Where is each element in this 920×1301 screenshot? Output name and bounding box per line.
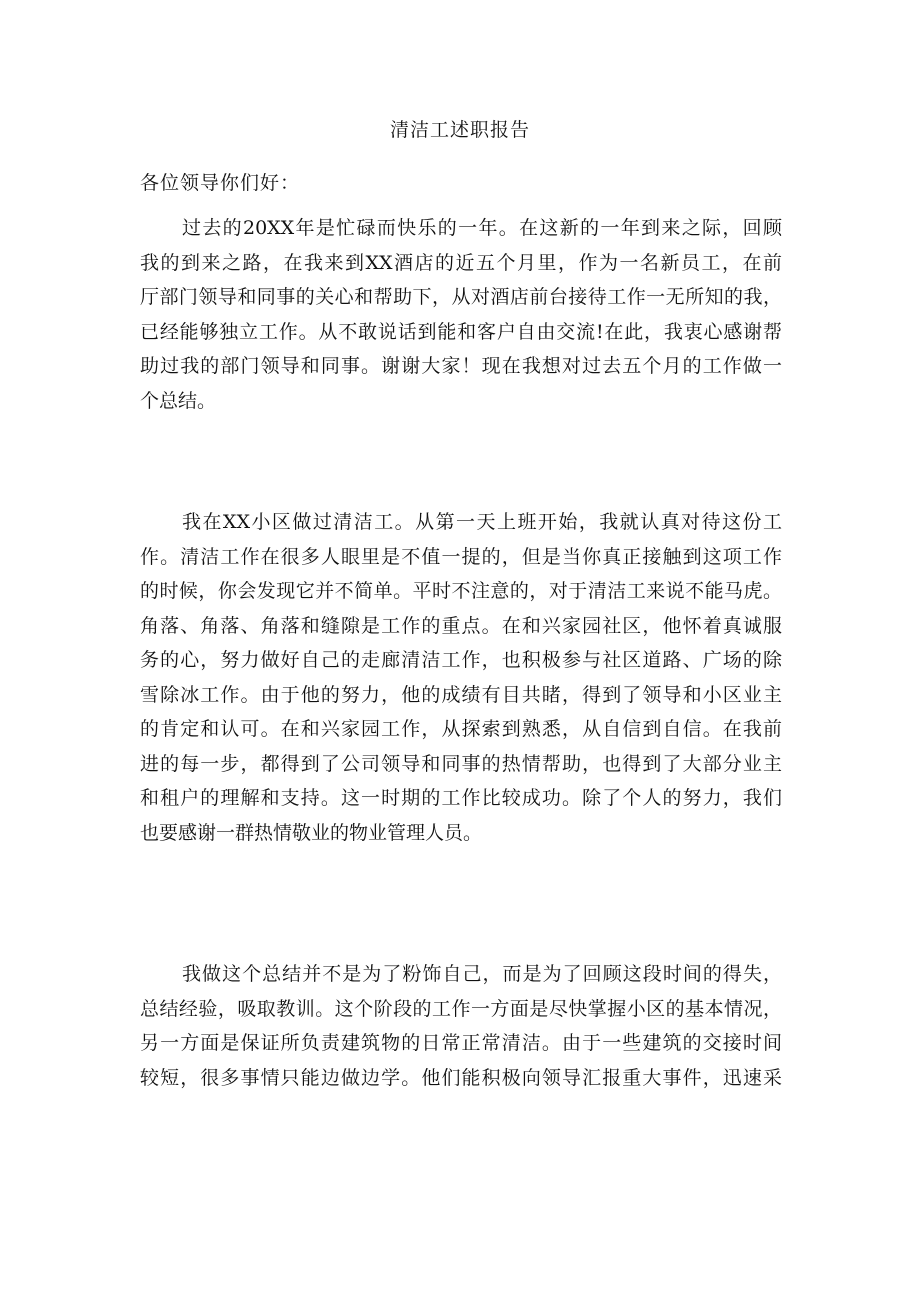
- paragraph-line: 作。清洁工作在很多人眼里是不值一提的，但是当你真正接触到这项工作: [140, 545, 782, 568]
- paragraph-line: 角落、角落、角落和缝隙是工作的重点。在和兴家园社区，他怀着真诚服: [140, 614, 782, 637]
- paragraph-line: 我在XX小区做过清洁工。从第一天上班开始，我就认真对待这份工: [182, 511, 782, 533]
- paragraph-line: 进的每一步，都得到了公司领导和同事的热情帮助，也得到了大部分业主: [140, 752, 782, 775]
- paragraph-line: 总结经验，吸取教训。这个阶段的工作一方面是尽快掌握小区的基本情况，: [140, 997, 782, 1020]
- paragraph-1: [140, 211, 782, 418]
- paragraph-2: [140, 505, 782, 850]
- paragraph-line: 已经能够独立工作。从不敢说话到能和客户自由交流!在此，我衷心感谢帮: [140, 320, 782, 343]
- paragraph-line: 过去的20XX年是忙碌而快乐的一年。在这新的一年到来之际，回顾: [182, 217, 782, 239]
- paragraph-line: 较短，很多事情只能边做边学。他们能积极向领导汇报重大事件，迅速采: [140, 1066, 782, 1089]
- paragraph-line: 我做这个总结并不是为了粉饰自己，而是为了回顾这段时间的得失，: [182, 963, 782, 985]
- paragraph-line: 个总结。: [140, 389, 217, 412]
- paragraph-line: 也要感谢一群热情敬业的物业管理人员。: [140, 821, 483, 844]
- paragraph-line: 务的心，努力做好自己的走廊清洁工作，也积极参与社区道路、广场的除: [140, 649, 782, 671]
- paragraph-line: 助过我的部门领导和同事。谢谢大家！现在我想对过去五个月的工作做一: [140, 355, 782, 377]
- paragraph-line: 的时候，你会发现它并不简单。平时不注意的，对于清洁工来说不能马虎。: [140, 580, 782, 602]
- paragraph-3: [140, 957, 782, 1095]
- salutation: 各位领导你们好：: [140, 172, 301, 194]
- paragraph-line: 雪除冰工作。由于他的努力，他的成绩有目共睹，得到了领导和小区业主: [140, 683, 782, 706]
- document-title: 清洁工述职报告: [389, 119, 530, 141]
- paragraph-line: 和租户的理解和支持。这一时期的工作比较成功。除了个人的努力，我们: [140, 787, 782, 809]
- paragraph-line: 我的到来之路，在我来到XX酒店的近五个月里，作为一名新员工，在前: [140, 251, 782, 274]
- paragraph-line: 另一方面是保证所负责建筑物的日常正常清洁。由于一些建筑的交接时间: [140, 1032, 782, 1054]
- paragraph-line: 厅部门领导和同事的关心和帮助下，从对酒店前台接待工作一无所知的我，: [140, 286, 782, 308]
- paragraph-line: 的肯定和认可。在和兴家园工作，从探索到熟悉，从自信到自信。在我前: [140, 718, 782, 740]
